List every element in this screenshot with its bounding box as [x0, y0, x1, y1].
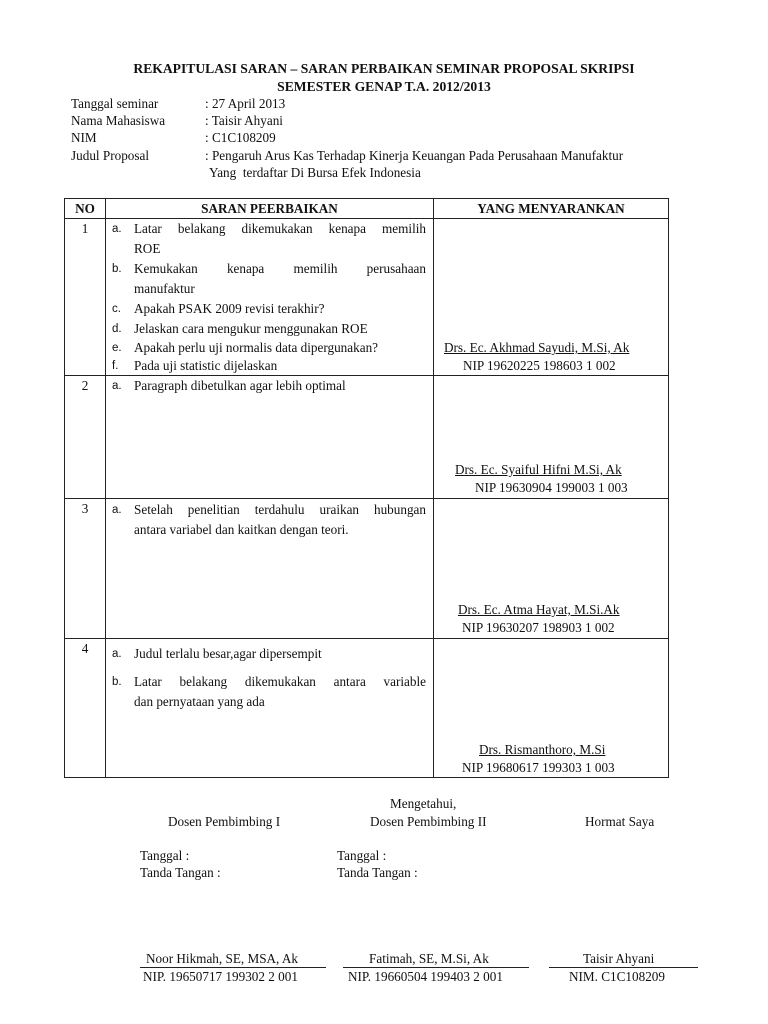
advisor-nip: NIP 19620225 198603 1 002: [463, 358, 616, 373]
table-row: [65, 639, 669, 778]
yang-menyarankan-cell: [434, 376, 669, 499]
info-value-judul-continuation: Yang terdaftar Di Bursa Efek Indonesia: [209, 165, 421, 180]
saran-item: [112, 259, 426, 299]
signer-name-1: Noor Hikmah, SE, MSA, Ak: [146, 951, 299, 966]
item-text-line: Judul terlalu besar,agar dipersempit: [134, 646, 322, 661]
item-letter: f.: [112, 360, 119, 372]
saran-cell: [106, 499, 434, 639]
dosen-pembimbing-1-label: Dosen Pembimbing I: [168, 814, 281, 829]
row-number: 4: [81, 641, 89, 656]
info-value-judul: : Pengaruh Arus Kas Terhadap Kinerja Keuangan Pada Perusahaan Manufaktur: [205, 148, 624, 163]
advisor-name: Drs. Ec. Akhmad Sayudi, M.Si, Ak: [444, 340, 630, 355]
signer-name-2: Fatimah, SE, M.Si, Ak: [369, 951, 489, 966]
item-letter: a.: [112, 223, 122, 235]
info-label-nama: Nama Mahasiswa: [71, 113, 166, 128]
item-text-line: dan pernyataan yang ada: [134, 694, 265, 709]
row-number-cell: [65, 219, 106, 376]
saran-item: [112, 319, 426, 339]
tanggal-label-1: Tanggal :: [140, 848, 190, 863]
advisor-name: Drs. Ec. Atma Hayat, M.Si.Ak: [458, 602, 620, 617]
page-title-line-1: REKAPITULASI SARAN – SARAN PERBAIKAN SEMINAR PROPOSAL SKRIPSI: [133, 61, 635, 76]
table-row: [65, 219, 669, 376]
signature-line-2: [343, 967, 529, 968]
row-number-cell: [65, 376, 106, 499]
item-text-line: Setelah penelitian terdahulu uraikan hubungan: [134, 502, 426, 517]
item-text-line: Latar belakang dikemukakan antara variable: [134, 674, 426, 689]
signature-line-1: [140, 967, 326, 968]
signer-nip-1: NIP. 19650717 199302 2 001: [143, 969, 298, 984]
item-text-line: Kemukakan kenapa memilih perusahaan: [134, 261, 426, 276]
item-letter: e.: [112, 342, 122, 354]
tanggal-label-2: Tanggal :: [337, 848, 387, 863]
saran-table: [64, 198, 669, 778]
advisor-nip: NIP 19630904 199003 1 003: [475, 480, 628, 495]
row-number: 3: [81, 501, 89, 516]
header-saran: SARAN PEERBAIKAN: [106, 199, 434, 219]
item-text-line: Jelaskan cara mengukur menggunakan ROE: [134, 321, 368, 336]
tanda-tangan-label-1: Tanda Tangan :: [140, 865, 221, 880]
saran-item: [112, 356, 426, 376]
saran-cell: [106, 219, 434, 376]
yang-menyarankan-cell: [434, 639, 669, 778]
saran-cell: [106, 639, 434, 778]
item-letter: b.: [112, 263, 122, 275]
header-yang-menyarankan: YANG MENYARANKAN: [434, 199, 669, 219]
item-letter: a.: [112, 504, 122, 516]
saran-item: [112, 644, 426, 664]
item-text-line: Latar belakang dikemukakan kenapa memilih: [134, 221, 426, 236]
row-number: 2: [81, 378, 89, 393]
row-number-cell: [65, 499, 106, 639]
saran-item: [112, 672, 426, 712]
saran-item: [112, 500, 426, 540]
hormat-saya-label: Hormat Saya: [585, 814, 655, 829]
info-label-judul: Judul Proposal: [71, 148, 150, 163]
table-row: [65, 376, 669, 499]
row-number: 1: [81, 221, 89, 236]
item-text-line: Paragraph dibetulkan agar lebih optimal: [134, 378, 346, 393]
saran-cell: [106, 376, 434, 499]
item-text-line: Apakah perlu uji normalis data dipergunakan?: [134, 340, 379, 355]
yang-menyarankan-cell: [434, 219, 669, 376]
signer-nip-2: NIP. 19660504 199403 2 001: [348, 969, 503, 984]
advisor-name: Drs. Rismanthoro, M.Si: [479, 742, 606, 757]
yang-menyarankan-cell: [434, 499, 669, 639]
item-text-line: ROE: [134, 241, 161, 256]
saran-item: [112, 338, 426, 358]
info-label-tanggal: Tanggal seminar: [71, 96, 159, 111]
info-label-nim: NIM: [71, 130, 97, 145]
saran-item: [112, 219, 426, 259]
item-letter: c.: [112, 303, 121, 315]
item-letter: a.: [112, 380, 122, 392]
info-value-tanggal: : 27 April 2013: [205, 96, 286, 111]
item-text-line: Pada uji statistic dijelaskan: [134, 358, 278, 373]
signer-nim-3: NIM. C1C108209: [569, 969, 665, 984]
info-value-nim: : C1C108209: [205, 130, 276, 145]
advisor-nip: NIP 19630207 198903 1 002: [462, 620, 615, 635]
signature-line-3: [549, 967, 698, 968]
info-value-nama: : Taisir Ahyani: [205, 113, 283, 128]
advisor-nip: NIP 19680617 199303 1 003: [462, 760, 615, 775]
signer-name-3: Taisir Ahyani: [583, 951, 655, 966]
advisor-name: Drs. Ec. Syaiful Hifni M.Si, Ak: [455, 462, 622, 477]
item-text-line: Apakah PSAK 2009 revisi terakhir?: [134, 301, 325, 316]
item-letter: b.: [112, 676, 122, 688]
mengetahui-label: Mengetahui,: [390, 796, 457, 811]
item-text-line: antara variabel dan kaitkan dengan teori.: [134, 522, 349, 537]
saran-item: [112, 376, 426, 396]
tanda-tangan-label-2: Tanda Tangan :: [337, 865, 418, 880]
item-text-line: manufaktur: [134, 281, 195, 296]
table-header-row: [65, 199, 669, 219]
page-title-line-2: SEMESTER GENAP T.A. 2012/2013: [277, 79, 491, 94]
item-letter: d.: [112, 323, 122, 335]
table-row: [65, 499, 669, 639]
dosen-pembimbing-2-label: Dosen Pembimbing II: [370, 814, 487, 829]
item-letter: a.: [112, 648, 122, 660]
row-number-cell: [65, 639, 106, 778]
header-no: NO: [65, 199, 106, 219]
saran-item: [112, 299, 426, 319]
